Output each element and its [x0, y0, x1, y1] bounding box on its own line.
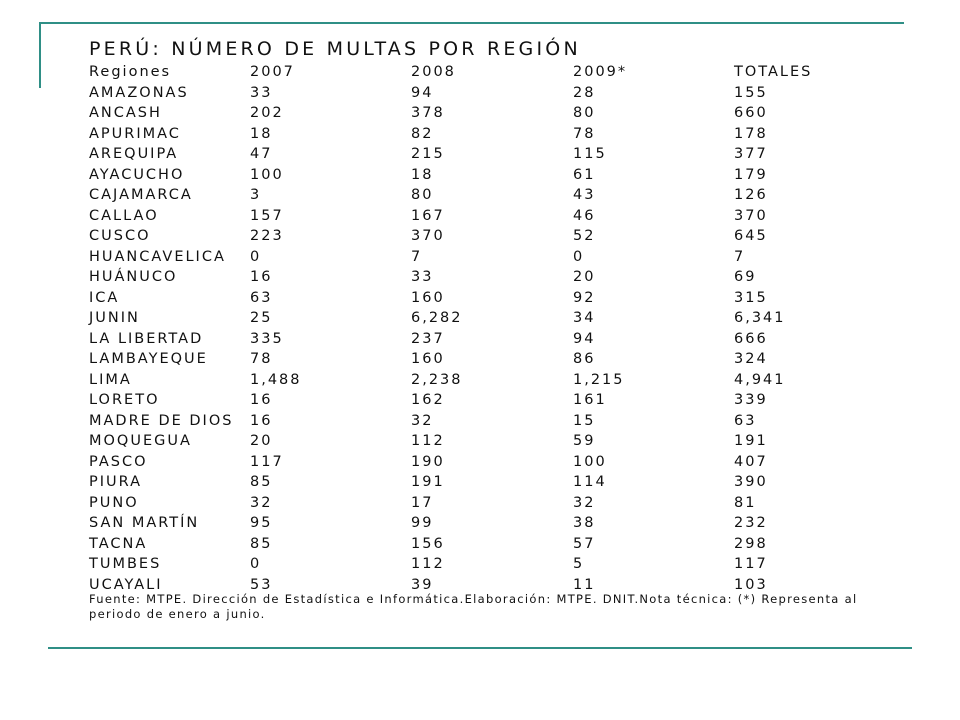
total-cell: 315 — [734, 289, 768, 306]
value-2008-cell: 80 — [411, 187, 434, 203]
table-row — [89, 329, 854, 350]
value-2009-cell: 5 — [573, 556, 585, 572]
total-cell: 377 — [734, 146, 768, 162]
value-2007-cell: 25 — [250, 310, 273, 326]
value-2008-cell: 112 — [411, 556, 445, 572]
value-2009-cell: 92 — [573, 289, 596, 306]
value-2008-cell: 94 — [411, 84, 434, 101]
value-2009-cell: 114 — [573, 474, 607, 490]
bottom-divider — [48, 647, 912, 649]
value-2008-cell: 32 — [411, 412, 434, 429]
value-2009-cell: 59 — [573, 433, 596, 449]
total-cell: 117 — [734, 556, 768, 572]
value-2008-cell: 7 — [411, 248, 423, 265]
total-cell: 69 — [734, 269, 757, 285]
table-row — [89, 452, 854, 473]
region-cell: AMAZONAS — [89, 84, 189, 101]
header-2009: 2009* — [573, 64, 628, 80]
region-cell: HUÁNUCO — [89, 269, 178, 285]
value-2007-cell: 117 — [250, 453, 284, 470]
region-cell: CAJAMARCA — [89, 187, 193, 203]
total-cell: 370 — [734, 207, 768, 224]
region-cell: ANCASH — [89, 105, 162, 121]
value-2009-cell: 115 — [573, 146, 607, 162]
value-2007-cell: 0 — [250, 556, 262, 572]
top-divider — [40, 22, 904, 24]
table-row — [89, 308, 854, 329]
region-cell: CUSCO — [89, 228, 151, 244]
value-2007-cell: 100 — [250, 166, 284, 183]
total-cell: 81 — [734, 494, 757, 511]
total-cell: 191 — [734, 433, 768, 449]
total-cell: 155 — [734, 84, 768, 101]
value-2009-cell: 86 — [573, 351, 596, 367]
value-2008-cell: 6,282 — [411, 310, 463, 326]
value-2007-cell: 1,488 — [250, 371, 302, 388]
value-2008-cell: 370 — [411, 228, 445, 244]
value-2007-cell: 32 — [250, 494, 273, 511]
table-row — [89, 165, 854, 186]
value-2007-cell: 20 — [250, 433, 273, 449]
value-2007-cell: 18 — [250, 125, 273, 142]
table-row — [89, 206, 854, 227]
value-2009-cell: 32 — [573, 494, 596, 511]
region-cell: PIURA — [89, 474, 143, 490]
value-2007-cell: 78 — [250, 351, 273, 367]
table-row — [89, 83, 854, 104]
header-totales: TOTALES — [734, 64, 813, 80]
value-2007-cell: 47 — [250, 146, 273, 162]
value-2009-cell: 43 — [573, 187, 596, 203]
region-cell: PASCO — [89, 453, 148, 470]
value-2007-cell: 53 — [250, 576, 273, 593]
value-2008-cell: 167 — [411, 207, 445, 224]
value-2008-cell: 191 — [411, 474, 445, 490]
region-cell: LORETO — [89, 392, 160, 408]
value-2009-cell: 52 — [573, 228, 596, 244]
table-row — [89, 144, 854, 165]
total-cell: 7 — [734, 248, 746, 265]
value-2008-cell: 33 — [411, 269, 434, 285]
value-2009-cell: 20 — [573, 269, 596, 285]
total-cell: 666 — [734, 330, 768, 347]
value-2009-cell: 100 — [573, 453, 607, 470]
region-cell: JUNIN — [89, 310, 140, 326]
value-2008-cell: 39 — [411, 576, 434, 593]
value-2008-cell: 190 — [411, 453, 445, 470]
total-cell: 63 — [734, 412, 757, 429]
table-row — [89, 554, 854, 575]
table-header-row — [89, 62, 854, 83]
value-2009-cell: 46 — [573, 207, 596, 224]
page-title: PERÚ: NÚMERO DE MULTAS POR REGIÓN — [89, 38, 581, 60]
total-cell: 298 — [734, 535, 768, 552]
value-2008-cell: 160 — [411, 289, 445, 306]
left-divider — [39, 22, 41, 88]
value-2007-cell: 157 — [250, 207, 284, 224]
value-2008-cell: 82 — [411, 125, 434, 142]
value-2009-cell: 57 — [573, 535, 596, 552]
value-2008-cell: 99 — [411, 515, 434, 531]
table-row — [89, 493, 854, 514]
region-cell: SAN MARTÍN — [89, 515, 200, 531]
region-cell: CALLAO — [89, 207, 159, 224]
value-2007-cell: 63 — [250, 289, 273, 306]
value-2008-cell: 160 — [411, 351, 445, 367]
value-2008-cell: 17 — [411, 494, 434, 511]
table-row — [89, 226, 854, 247]
table-row — [89, 411, 854, 432]
region-cell: HUANCAVELICA — [89, 248, 226, 265]
region-cell: ICA — [89, 289, 120, 306]
value-2009-cell: 38 — [573, 515, 596, 531]
value-2007-cell: 3 — [250, 187, 262, 203]
table-row — [89, 103, 854, 124]
value-2007-cell: 223 — [250, 228, 284, 244]
value-2007-cell: 335 — [250, 330, 284, 347]
source-note: Fuente: MTPE. Dirección de Estadística e Informática.Elaboración: MTPE. DNIT.Nota técnica: (*) Representa al periodo de enero a junio. — [89, 592, 858, 621]
value-2009-cell: 94 — [573, 330, 596, 347]
total-cell: 6,341 — [734, 310, 786, 326]
total-cell: 660 — [734, 105, 768, 121]
region-cell: TACNA — [89, 535, 148, 552]
region-cell: LIMA — [89, 371, 132, 388]
value-2007-cell: 33 — [250, 84, 273, 101]
table-row — [89, 472, 854, 493]
value-2009-cell: 161 — [573, 392, 607, 408]
total-cell: 4,941 — [734, 371, 786, 388]
table-row — [89, 513, 854, 534]
header-2007: 2007 — [250, 64, 295, 80]
table-row — [89, 390, 854, 411]
region-cell: PUNO — [89, 494, 139, 511]
value-2008-cell: 162 — [411, 392, 445, 408]
value-2009-cell: 61 — [573, 166, 596, 183]
total-cell: 339 — [734, 392, 768, 408]
table-row — [89, 247, 854, 268]
table-row — [89, 431, 854, 452]
region-cell: APURIMAC — [89, 125, 181, 142]
value-2007-cell: 0 — [250, 248, 262, 265]
value-2008-cell: 2,238 — [411, 371, 463, 388]
value-2007-cell: 16 — [250, 412, 273, 429]
region-cell: AREQUIPA — [89, 146, 179, 162]
region-cell: UCAYALI — [89, 576, 163, 593]
value-2008-cell: 156 — [411, 535, 445, 552]
fines-table — [89, 62, 854, 595]
value-2007-cell: 85 — [250, 535, 273, 552]
table-row — [89, 370, 854, 391]
region-cell: LAMBAYEQUE — [89, 351, 208, 367]
value-2009-cell: 80 — [573, 105, 596, 121]
total-cell: 103 — [734, 576, 768, 593]
value-2008-cell: 215 — [411, 146, 445, 162]
table-row — [89, 288, 854, 309]
total-cell: 407 — [734, 453, 768, 470]
table-row — [89, 185, 854, 206]
value-2007-cell: 16 — [250, 392, 273, 408]
table-row — [89, 267, 854, 288]
region-cell: AYACUCHO — [89, 166, 185, 183]
header-regiones: Regiones — [89, 64, 172, 80]
value-2009-cell: 34 — [573, 310, 596, 326]
value-2008-cell: 378 — [411, 105, 445, 121]
header-2008: 2008 — [411, 64, 456, 80]
total-cell: 178 — [734, 125, 768, 142]
value-2009-cell: 78 — [573, 125, 596, 142]
region-cell: MOQUEGUA — [89, 433, 192, 449]
region-cell: TUMBES — [89, 556, 162, 572]
region-cell: MADRE DE DIOS — [89, 412, 234, 429]
value-2007-cell: 16 — [250, 269, 273, 285]
total-cell: 179 — [734, 166, 768, 183]
value-2008-cell: 237 — [411, 330, 445, 347]
value-2009-cell: 15 — [573, 412, 596, 429]
total-cell: 324 — [734, 351, 768, 367]
table-row — [89, 534, 854, 555]
value-2009-cell: 28 — [573, 84, 596, 101]
table-row — [89, 124, 854, 145]
value-2008-cell: 112 — [411, 433, 445, 449]
table-row — [89, 349, 854, 370]
value-2007-cell: 85 — [250, 474, 273, 490]
value-2007-cell: 95 — [250, 515, 273, 531]
value-2008-cell: 18 — [411, 166, 434, 183]
value-2009-cell: 0 — [573, 248, 585, 265]
total-cell: 232 — [734, 515, 768, 531]
region-cell: LA LIBERTAD — [89, 330, 204, 347]
value-2009-cell: 11 — [573, 576, 596, 593]
total-cell: 645 — [734, 228, 768, 244]
value-2009-cell: 1,215 — [573, 371, 625, 388]
value-2007-cell: 202 — [250, 105, 284, 121]
table-body — [89, 83, 854, 596]
total-cell: 390 — [734, 474, 768, 490]
total-cell: 126 — [734, 187, 768, 203]
